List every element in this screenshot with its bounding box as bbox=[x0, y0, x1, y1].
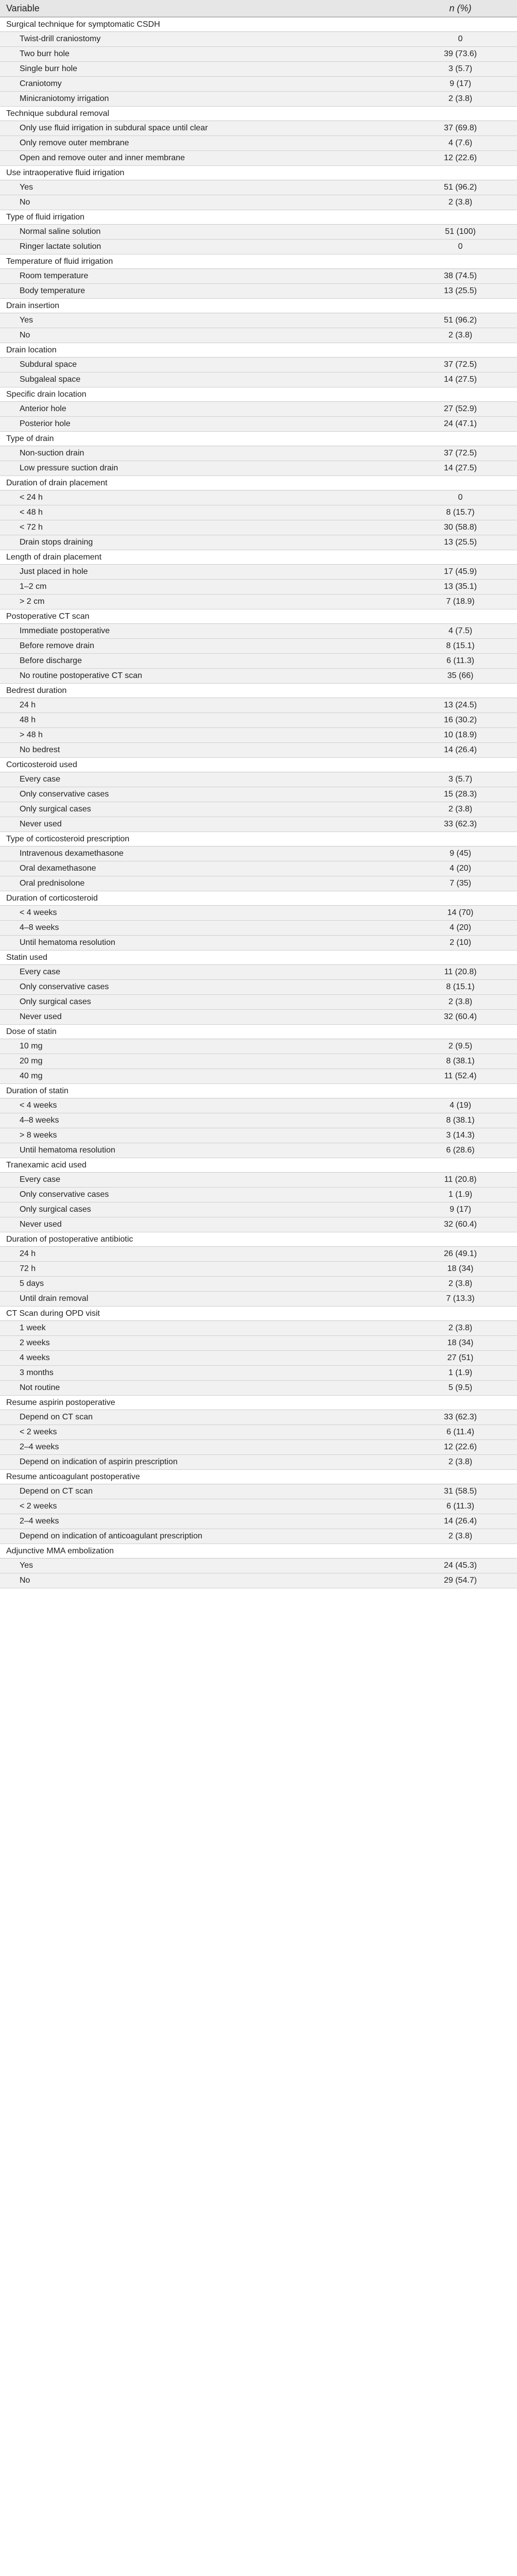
section-heading: Length of drain placement bbox=[0, 550, 517, 565]
row-label: 3 months bbox=[20, 1368, 54, 1377]
row-value: 12 (22.6) bbox=[443, 154, 477, 162]
row-value: 4 (20) bbox=[450, 923, 471, 932]
row-label: 48 h bbox=[20, 716, 36, 724]
row-label: Until drain removal bbox=[20, 1294, 89, 1303]
row-label: Yes bbox=[20, 1561, 33, 1570]
row-value: 32 (60.4) bbox=[443, 1220, 477, 1229]
table-row bbox=[0, 936, 517, 951]
table-row bbox=[0, 1321, 517, 1336]
table-row bbox=[0, 980, 517, 995]
table-row bbox=[0, 269, 517, 284]
section-heading: Adjunctive MMA embolization bbox=[0, 1544, 517, 1558]
row-value: 29 (54.7) bbox=[443, 1576, 477, 1585]
row-label: Until hematoma resolution bbox=[20, 938, 115, 947]
table-row bbox=[0, 1366, 517, 1381]
row-value: 37 (72.5) bbox=[443, 360, 477, 369]
table-row bbox=[0, 1292, 517, 1307]
row-value: 4 (19) bbox=[450, 1101, 471, 1110]
row-label: Before remove drain bbox=[20, 641, 94, 650]
row-label: Every case bbox=[20, 968, 61, 976]
row-label: 20 mg bbox=[20, 1057, 43, 1065]
section-heading: Duration of drain placement bbox=[0, 476, 517, 490]
table-row bbox=[0, 1336, 517, 1351]
row-label: 2–4 weeks bbox=[20, 1517, 59, 1526]
table-row bbox=[0, 446, 517, 461]
row-label: Not routine bbox=[20, 1383, 60, 1392]
row-label: Yes bbox=[20, 183, 33, 192]
row-value: 6 (28.6) bbox=[446, 1146, 475, 1155]
row-value: 27 (52.9) bbox=[443, 404, 477, 413]
section-heading: Duration of statin bbox=[0, 1084, 517, 1098]
row-label: Immediate postoperative bbox=[20, 626, 110, 635]
table-row bbox=[0, 240, 517, 255]
row-label: Non-suction drain bbox=[20, 449, 84, 457]
row-label: No bbox=[20, 1576, 30, 1585]
row-label: > 8 weeks bbox=[20, 1131, 57, 1140]
row-value: 3 (5.7) bbox=[448, 775, 473, 784]
row-label: Only conservative cases bbox=[20, 982, 109, 991]
row-value: 33 (62.3) bbox=[443, 1413, 477, 1421]
row-value: 2 (3.8) bbox=[448, 1458, 473, 1466]
row-value: 9 (45) bbox=[450, 849, 471, 858]
row-value: 24 (45.3) bbox=[443, 1561, 477, 1570]
table-row bbox=[0, 372, 517, 387]
table-row bbox=[0, 225, 517, 240]
row-label: < 2 weeks bbox=[20, 1502, 57, 1511]
table-row bbox=[0, 121, 517, 136]
row-value: 14 (26.4) bbox=[443, 745, 477, 754]
table-row bbox=[0, 713, 517, 728]
row-value: 11 (20.8) bbox=[444, 1175, 477, 1184]
table-row bbox=[0, 580, 517, 595]
row-value: 32 (60.4) bbox=[443, 1012, 477, 1021]
table-row bbox=[0, 1143, 517, 1158]
table-row bbox=[0, 195, 517, 210]
table-row bbox=[0, 313, 517, 328]
table-row bbox=[0, 1529, 517, 1544]
row-value: 18 (34) bbox=[447, 1264, 474, 1273]
row-value: 2 (3.8) bbox=[448, 1324, 473, 1332]
row-label: < 24 h bbox=[20, 493, 43, 502]
table-row bbox=[0, 535, 517, 550]
table-row bbox=[0, 654, 517, 669]
row-label: > 2 cm bbox=[20, 597, 45, 606]
row-value: 0 bbox=[458, 242, 463, 251]
table-row bbox=[0, 1484, 517, 1499]
table-row bbox=[0, 1558, 517, 1573]
row-label: No bbox=[20, 198, 30, 207]
row-value: 2 (3.8) bbox=[448, 94, 473, 103]
row-label: Oral dexamethasone bbox=[20, 864, 96, 873]
row-value: 8 (15.7) bbox=[446, 508, 475, 517]
section-heading: Tranexamic acid used bbox=[0, 1158, 517, 1173]
row-label: Oral prednisolone bbox=[20, 879, 85, 888]
row-value: 9 (17) bbox=[450, 79, 471, 88]
table-header bbox=[0, 0, 517, 18]
row-value: 51 (96.2) bbox=[443, 316, 477, 325]
row-value: 2 (9.5) bbox=[448, 1042, 473, 1050]
section-heading: Postoperative CT scan bbox=[0, 609, 517, 624]
section-heading: Duration of postoperative antibiotic bbox=[0, 1232, 517, 1247]
row-label: No routine postoperative CT scan bbox=[20, 671, 143, 680]
row-label: Depend on indication of anticoagulant prescription bbox=[20, 1532, 202, 1540]
table-row bbox=[0, 772, 517, 787]
table-row bbox=[0, 1440, 517, 1455]
section-heading: Surgical technique for symptomatic CSDH bbox=[0, 18, 517, 32]
row-label: No bbox=[20, 331, 30, 340]
table-row bbox=[0, 284, 517, 299]
row-value: 37 (69.8) bbox=[443, 124, 477, 132]
section-heading: Dose of statin bbox=[0, 1025, 517, 1039]
table-row bbox=[0, 1188, 517, 1202]
table-row bbox=[0, 1277, 517, 1292]
row-label: Low pressure suction drain bbox=[20, 464, 118, 472]
row-label: Yes bbox=[20, 316, 33, 325]
table-row bbox=[0, 787, 517, 802]
row-label: Open and remove outer and inner membrane bbox=[20, 154, 185, 162]
header-variable: Variable bbox=[6, 3, 40, 13]
table-row bbox=[0, 461, 517, 476]
row-value: 7 (35) bbox=[450, 879, 471, 888]
table-row bbox=[0, 490, 517, 505]
row-value: 8 (38.1) bbox=[446, 1116, 475, 1125]
row-value: 14 (27.5) bbox=[443, 464, 477, 472]
table-row bbox=[0, 1010, 517, 1025]
row-value: 12 (22.6) bbox=[443, 1443, 477, 1451]
row-label: Only use fluid irrigation in subdural space until clear bbox=[20, 124, 208, 132]
row-label: 1 week bbox=[20, 1324, 46, 1332]
table-row bbox=[0, 505, 517, 520]
table-row bbox=[0, 1202, 517, 1217]
row-label: 5 days bbox=[20, 1279, 44, 1288]
row-label: 24 h bbox=[20, 701, 36, 709]
table-row bbox=[0, 77, 517, 92]
table-row bbox=[0, 1113, 517, 1128]
section-heading: Temperature of fluid irrigation bbox=[0, 255, 517, 269]
row-value: 2 (3.8) bbox=[448, 1532, 473, 1540]
row-value: 0 bbox=[458, 493, 463, 502]
table-row bbox=[0, 136, 517, 151]
table-row bbox=[0, 965, 517, 980]
table-row bbox=[0, 1217, 517, 1232]
table-row bbox=[0, 402, 517, 417]
row-label: Subdural space bbox=[20, 360, 77, 369]
row-value: 4 (7.6) bbox=[448, 139, 473, 147]
row-value: 10 (18.9) bbox=[443, 731, 477, 739]
row-value: 38 (74.5) bbox=[443, 272, 477, 280]
row-value: 7 (18.9) bbox=[446, 597, 475, 606]
row-label: Anterior hole bbox=[20, 404, 66, 413]
row-label: Posterior hole bbox=[20, 419, 71, 428]
row-value: 14 (70) bbox=[447, 908, 474, 917]
row-value: 30 (58.8) bbox=[443, 523, 477, 532]
row-value: 14 (27.5) bbox=[443, 375, 477, 384]
section-heading: Duration of corticosteroid bbox=[0, 891, 517, 906]
row-label: Until hematoma resolution bbox=[20, 1146, 115, 1155]
table-row bbox=[0, 1128, 517, 1143]
table-row bbox=[0, 565, 517, 580]
row-value: 18 (34) bbox=[447, 1338, 474, 1347]
row-value: 13 (35.1) bbox=[443, 582, 477, 591]
row-value: 13 (24.5) bbox=[443, 701, 477, 709]
row-value: 51 (100) bbox=[445, 227, 476, 236]
row-label: Depend on indication of aspirin prescription bbox=[20, 1458, 178, 1466]
row-value: 14 (26.4) bbox=[443, 1517, 477, 1526]
table-row bbox=[0, 995, 517, 1010]
row-label: > 48 h bbox=[20, 731, 43, 739]
row-label: Single burr hole bbox=[20, 64, 78, 73]
table-row bbox=[0, 1499, 517, 1514]
row-label: < 72 h bbox=[20, 523, 43, 532]
section-heading: Type of drain bbox=[0, 432, 517, 446]
table-row bbox=[0, 698, 517, 713]
row-value: 51 (96.2) bbox=[443, 183, 477, 192]
table-row bbox=[0, 669, 517, 684]
section-heading: Technique subdural removal bbox=[0, 107, 517, 121]
row-label: Normal saline solution bbox=[20, 227, 101, 236]
table-row bbox=[0, 802, 517, 817]
table-body bbox=[0, 18, 517, 1588]
table-row bbox=[0, 876, 517, 891]
table-row bbox=[0, 728, 517, 743]
row-label: < 48 h bbox=[20, 508, 43, 517]
row-label: Never used bbox=[20, 1220, 62, 1229]
table-row bbox=[0, 417, 517, 432]
row-label: Never used bbox=[20, 1012, 62, 1021]
row-label: Only conservative cases bbox=[20, 790, 109, 799]
row-label: Every case bbox=[20, 1175, 61, 1184]
row-value: 26 (49.1) bbox=[443, 1249, 477, 1258]
row-value: 6 (11.3) bbox=[446, 656, 474, 665]
section-heading: CT Scan during OPD visit bbox=[0, 1307, 517, 1321]
row-label: Ringer lactate solution bbox=[20, 242, 101, 251]
row-label: Craniotomy bbox=[20, 79, 62, 88]
table-row bbox=[0, 180, 517, 195]
row-label: < 4 weeks bbox=[20, 1101, 57, 1110]
section-heading: Type of corticosteroid prescription bbox=[0, 832, 517, 846]
row-value: 27 (51) bbox=[447, 1353, 474, 1362]
row-label: 4–8 weeks bbox=[20, 1116, 59, 1125]
section-heading: Use intraoperative fluid irrigation bbox=[0, 166, 517, 180]
row-label: Never used bbox=[20, 820, 62, 828]
section-heading: Statin used bbox=[0, 951, 517, 965]
table-row bbox=[0, 1514, 517, 1529]
row-label: Body temperature bbox=[20, 286, 85, 295]
table-row bbox=[0, 1455, 517, 1470]
row-label: Only remove outer membrane bbox=[20, 139, 129, 147]
row-label: Depend on CT scan bbox=[20, 1487, 93, 1496]
row-value: 11 (20.8) bbox=[444, 968, 477, 976]
table-row bbox=[0, 906, 517, 921]
row-value: 35 (66) bbox=[447, 671, 474, 680]
row-value: 24 (47.1) bbox=[443, 419, 477, 428]
row-label: 4 weeks bbox=[20, 1353, 50, 1362]
section-heading: Specific drain location bbox=[0, 387, 517, 402]
table-row bbox=[0, 92, 517, 107]
row-label: Twist-drill craniostomy bbox=[20, 35, 101, 43]
table-row bbox=[0, 328, 517, 343]
row-label: Subgaleal space bbox=[20, 375, 81, 384]
row-value: 9 (17) bbox=[450, 1205, 471, 1214]
row-label: < 2 weeks bbox=[20, 1428, 57, 1436]
row-value: 4 (20) bbox=[450, 864, 471, 873]
table-row bbox=[0, 595, 517, 609]
row-value: 8 (15.1) bbox=[446, 982, 475, 991]
row-value: 7 (13.3) bbox=[446, 1294, 475, 1303]
row-value: 11 (52.4) bbox=[444, 1072, 477, 1080]
section-heading: Corticosteroid used bbox=[0, 758, 517, 772]
section-heading: Drain insertion bbox=[0, 299, 517, 313]
table-row bbox=[0, 1573, 517, 1588]
row-value: 37 (72.5) bbox=[443, 449, 477, 457]
row-label: Every case bbox=[20, 775, 61, 784]
row-value: 15 (28.3) bbox=[443, 790, 477, 799]
row-value: 8 (15.1) bbox=[446, 641, 475, 650]
row-label: Intravenous dexamethasone bbox=[20, 849, 124, 858]
row-label: No bedrest bbox=[20, 745, 60, 754]
row-label: Drain stops draining bbox=[20, 538, 93, 547]
row-label: Two burr hole bbox=[20, 49, 70, 58]
row-value: 17 (45.9) bbox=[443, 567, 477, 576]
section-heading: Resume anticoagulant postoperative bbox=[0, 1470, 517, 1484]
row-label: 2–4 weeks bbox=[20, 1443, 59, 1451]
row-value: 33 (62.3) bbox=[443, 820, 477, 828]
row-value: 31 (58.5) bbox=[443, 1487, 477, 1496]
row-label: 40 mg bbox=[20, 1072, 43, 1080]
row-label: Only surgical cases bbox=[20, 1205, 91, 1214]
table-row bbox=[0, 624, 517, 639]
row-value: 6 (11.3) bbox=[446, 1502, 474, 1511]
row-value: 13 (25.5) bbox=[443, 538, 477, 547]
row-value: 2 (10) bbox=[450, 938, 471, 947]
table-row bbox=[0, 62, 517, 77]
row-label: 24 h bbox=[20, 1249, 36, 1258]
row-label: Before discharge bbox=[20, 656, 82, 665]
table-row bbox=[0, 358, 517, 372]
row-value: 2 (3.8) bbox=[448, 805, 473, 814]
row-value: 3 (5.7) bbox=[448, 64, 473, 73]
table-row bbox=[0, 47, 517, 62]
row-value: 8 (38.1) bbox=[446, 1057, 475, 1065]
table-row bbox=[0, 1381, 517, 1396]
row-value: 0 bbox=[458, 35, 463, 43]
section-heading: Bedrest duration bbox=[0, 684, 517, 698]
row-value: 1 (1.9) bbox=[448, 1190, 473, 1199]
section-heading: Drain location bbox=[0, 343, 517, 358]
row-label: 4–8 weeks bbox=[20, 923, 59, 932]
table-row bbox=[0, 1054, 517, 1069]
row-label: 10 mg bbox=[20, 1042, 43, 1050]
row-value: 2 (3.8) bbox=[448, 1279, 473, 1288]
table-row bbox=[0, 520, 517, 535]
table-row bbox=[0, 1262, 517, 1277]
row-value: 2 (3.8) bbox=[448, 331, 473, 340]
row-label: Only conservative cases bbox=[20, 1190, 109, 1199]
table-row bbox=[0, 1425, 517, 1440]
table-row bbox=[0, 1351, 517, 1366]
row-label: Depend on CT scan bbox=[20, 1413, 93, 1421]
row-label: Only surgical cases bbox=[20, 805, 91, 814]
row-label: Only surgical cases bbox=[20, 997, 91, 1006]
row-value: 39 (73.6) bbox=[443, 49, 477, 58]
table-row bbox=[0, 639, 517, 654]
row-label: 72 h bbox=[20, 1264, 36, 1273]
row-label: Just placed in hole bbox=[20, 567, 88, 576]
table-row bbox=[0, 32, 517, 47]
table-row bbox=[0, 817, 517, 832]
table-row bbox=[0, 921, 517, 936]
section-heading: Type of fluid irrigation bbox=[0, 210, 517, 225]
row-value: 16 (30.2) bbox=[443, 716, 477, 724]
table-row bbox=[0, 1410, 517, 1425]
row-value: 2 (3.8) bbox=[448, 997, 473, 1006]
row-value: 1 (1.9) bbox=[448, 1368, 473, 1377]
row-label: 2 weeks bbox=[20, 1338, 50, 1347]
table-row bbox=[0, 1247, 517, 1262]
table-row bbox=[0, 1069, 517, 1084]
table-row bbox=[0, 1098, 517, 1113]
row-label: Room temperature bbox=[20, 272, 89, 280]
row-value: 6 (11.4) bbox=[446, 1428, 474, 1436]
row-value: 3 (14.3) bbox=[446, 1131, 475, 1140]
table-row bbox=[0, 1039, 517, 1054]
row-value: 2 (3.8) bbox=[448, 198, 473, 207]
section-heading: Resume aspirin postoperative bbox=[0, 1396, 517, 1410]
table-row bbox=[0, 1173, 517, 1188]
table-row bbox=[0, 743, 517, 758]
table-row bbox=[0, 861, 517, 876]
row-value: 5 (9.5) bbox=[448, 1383, 473, 1392]
row-label: Minicraniotomy irrigation bbox=[20, 94, 109, 103]
table-row bbox=[0, 846, 517, 861]
table-row bbox=[0, 151, 517, 166]
row-label: 1–2 cm bbox=[20, 582, 47, 591]
row-value: 4 (7.5) bbox=[448, 626, 473, 635]
row-value: 13 (25.5) bbox=[443, 286, 477, 295]
header-n-pct: n (%) bbox=[449, 3, 472, 13]
row-label: < 4 weeks bbox=[20, 908, 57, 917]
